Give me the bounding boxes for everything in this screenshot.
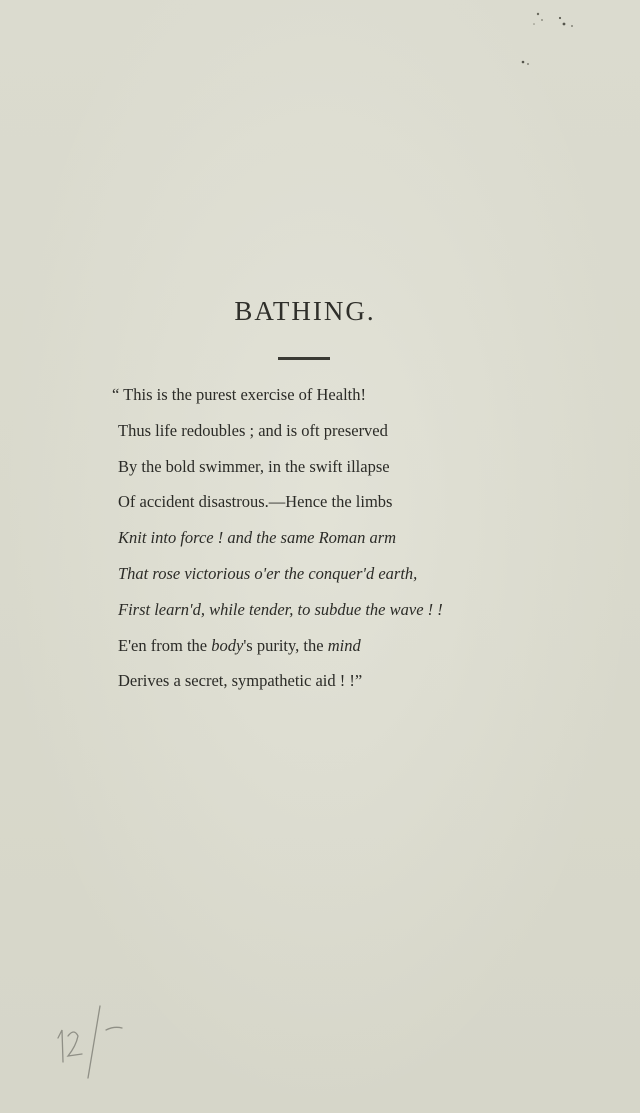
- poem-line-9-text: Derives a secret, sympathetic aid ! !”: [118, 671, 363, 691]
- poem-line-3: [118, 456, 598, 492]
- poem-line-7: [118, 599, 598, 635]
- poem-line-4-text: Of accident disastrous.—Hence the limbs: [118, 492, 393, 512]
- poem-line-1: [112, 384, 598, 420]
- poem-line-8: [118, 635, 598, 671]
- title-rule: [278, 357, 330, 360]
- poem-line-6-text: That rose victorious o'er the conquer'd earth,: [118, 563, 418, 583]
- poem-line-5-text: Knit into force ! and the same Roman arm: [118, 528, 397, 548]
- poem-line-4: [118, 491, 598, 527]
- poem-line-9: [118, 670, 598, 706]
- paper-specks: [520, 4, 590, 74]
- poem-line-8-word-body: body: [211, 635, 244, 655]
- poem-line-2-text: Thus life redoubles ; and is oft preserved: [118, 420, 388, 440]
- poem-line-2: [118, 420, 598, 456]
- poem-quotation: [112, 384, 598, 706]
- poem-line-3-text: By the bold swimmer, in the swift illapse: [118, 456, 390, 476]
- pencil-annotation: [52, 1000, 142, 1080]
- poem-line-1-text: “ This is the purest exercise of Health!: [112, 385, 366, 404]
- page-title: BATHING.: [234, 296, 376, 326]
- poem-line-8-text-c: 's purity, the: [243, 635, 328, 655]
- poem-line-8-word-mind: mind: [327, 635, 361, 655]
- poem-line-7-text: First learn'd, while tender, to subdue the wave ! !: [118, 599, 443, 619]
- poem-line-5: [118, 527, 598, 563]
- poem-line-8-text-a: E'en from the: [118, 635, 212, 655]
- poem-line-6: [118, 563, 598, 599]
